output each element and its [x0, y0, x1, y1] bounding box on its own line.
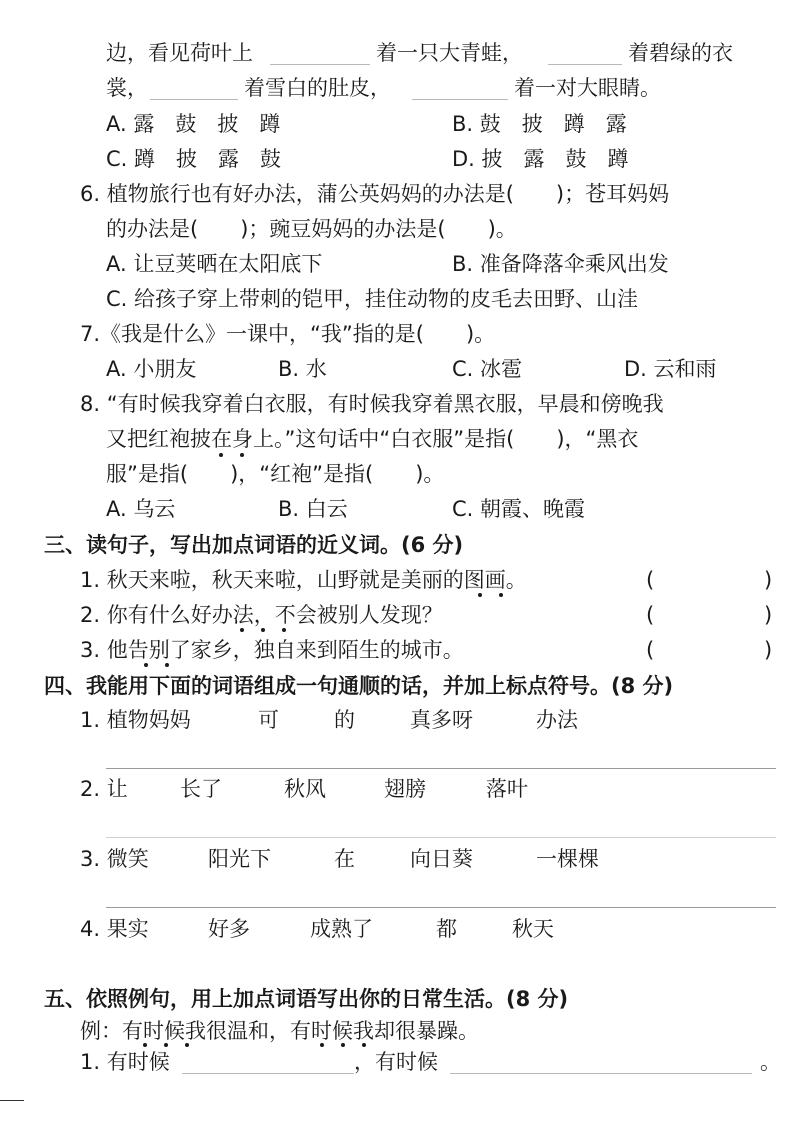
q5-line2-a: 裳，	[106, 76, 148, 100]
s5-item-1-b: ，有时候	[354, 1050, 438, 1074]
answer-line[interactable]	[106, 837, 776, 838]
q8-line3: 服”是指( )，“红袍”是指( )。	[106, 462, 445, 486]
answer-blank[interactable]	[182, 1073, 354, 1074]
s4-word: 向日葵	[410, 847, 473, 871]
s4-word: 长了	[180, 777, 222, 801]
paren-open: (	[646, 603, 655, 627]
q5-option-c: C. 蹲 披 露 鼓	[106, 147, 282, 171]
s4-word: 阳光下	[208, 847, 271, 871]
page-edge-mark	[0, 1100, 24, 1101]
q7-option-a: A. 小朋友	[106, 357, 197, 381]
q6-option-c: C. 给孩子穿上带刺的铠甲，挂住动物的皮毛去田野、山洼	[106, 287, 639, 311]
paren-close: )	[764, 638, 773, 662]
q8-option-b: B. 白云	[278, 497, 348, 521]
s4-word: 落叶	[486, 777, 528, 801]
q6-option-a: A. 让豆荚晒在太阳底下	[106, 252, 323, 276]
q5-line1-b: 着一只大青蛙，	[376, 41, 523, 65]
s4-word: 的	[334, 708, 355, 732]
s4-word: 办法	[536, 708, 578, 732]
answer-line[interactable]	[106, 907, 776, 908]
s3-item-3: 3. 他告别了家乡，独自来到陌生的城市。	[80, 638, 464, 662]
emphasis-dot	[165, 663, 169, 667]
s4-word: 一棵棵	[536, 847, 599, 871]
emphasis-dot	[144, 663, 148, 667]
emphasis-dot	[219, 453, 223, 457]
s4-word: 真多呀	[410, 708, 473, 732]
q6-line1: 6. 植物旅行也有好办法，蒲公英妈妈的办法是( )；苍耳妈妈	[80, 182, 670, 206]
s4-item-1-num: 1. 植物妈妈	[80, 708, 191, 732]
s5-example: 例：有时候我很温和，有时候我却很暴躁。	[80, 1019, 479, 1043]
q7-option-d: D. 云和雨	[624, 357, 717, 381]
emphasis-dot	[478, 593, 482, 597]
q5-line2-b: 着雪白的肚皮，	[244, 76, 391, 100]
s4-word: 翅膀	[384, 777, 426, 801]
q5-option-d: D. 披 露 鼓 蹲	[452, 147, 629, 171]
section3-title: 三、读句子，写出加点词语的近义词。(6 分)	[44, 533, 464, 557]
section5-title: 五、依照例句，用上加点词语写出你的日常生活。(8 分)	[44, 987, 569, 1011]
answer-blank[interactable]	[450, 1073, 752, 1074]
s4-item-3-num: 3. 微笑	[80, 847, 149, 871]
q5-option-a: A. 露 鼓 披 蹲	[106, 112, 281, 136]
q7-option-c: C. 冰雹	[452, 357, 523, 381]
emphasis-dot	[185, 1043, 189, 1047]
s3-item-2: 2. 你有什么好办法，不会被别人发现？	[80, 603, 443, 627]
s4-item-2-num: 2. 让	[80, 777, 128, 801]
paren-close: )	[764, 603, 773, 627]
emphasis-dot	[320, 1043, 324, 1047]
paren-open: (	[646, 568, 655, 592]
q5-line2-c: 着一对大眼睛。	[514, 76, 661, 100]
answer-line[interactable]	[106, 768, 776, 769]
s4-word: 在	[334, 847, 355, 871]
s4-word: 成熟了	[310, 917, 373, 941]
answer-blank[interactable]	[548, 64, 622, 65]
emphasis-dot	[341, 1043, 345, 1047]
s5-item-1-a: 1. 有时候	[80, 1050, 170, 1074]
paren-open: (	[646, 638, 655, 662]
s4-word: 可	[258, 708, 279, 732]
paren-close: )	[764, 568, 773, 592]
emphasis-dot	[240, 628, 244, 632]
s4-word: 秋天	[512, 917, 554, 941]
q8-option-a: A. 乌云	[106, 497, 176, 521]
section4-title: 四、我能用下面的词语组成一句通顺的话，并加上标点符号。(8 分)	[44, 674, 674, 698]
answer-blank[interactable]	[150, 99, 238, 100]
q5-line1-a: 边，看见荷叶上	[106, 41, 253, 65]
q8-line2: 又把红袍披在身上。”这句话中“白衣服”是指( )，“黑衣	[106, 427, 639, 451]
emphasis-dot	[282, 628, 286, 632]
emphasis-dot	[240, 453, 244, 457]
emphasis-dot	[143, 1043, 147, 1047]
q5-line1-c: 着碧绿的衣	[628, 41, 733, 65]
s4-item-4-num: 4. 果实	[80, 917, 149, 941]
s4-word: 都	[436, 917, 457, 941]
q8-line1: 8. “有时候我穿着白衣服，有时候我穿着黑衣服，早晨和傍晚我	[80, 392, 664, 416]
q6-line2: 的办法是( )；豌豆妈妈的办法是( )。	[106, 217, 517, 241]
answer-blank[interactable]	[270, 64, 370, 65]
s4-word: 好多	[208, 917, 250, 941]
q7-stem: 7.《我是什么》一课中，“我”指的是( )。	[80, 322, 496, 346]
emphasis-dot	[362, 1043, 366, 1047]
q5-option-b: B. 鼓 披 蹲 露	[452, 112, 627, 136]
q8-option-c: C. 朝霞、晚霞	[452, 497, 586, 521]
q7-option-b: B. 水	[278, 357, 327, 381]
emphasis-dot	[261, 628, 265, 632]
answer-blank[interactable]	[412, 99, 508, 100]
s4-word: 秋风	[284, 777, 326, 801]
emphasis-dot	[164, 1043, 168, 1047]
q6-option-b: B. 准备降落伞乘风出发	[452, 252, 669, 276]
s5-item-1-end: 。	[760, 1050, 781, 1074]
s3-item-1: 1. 秋天来啦，秋天来啦，山野就是美丽的图画。	[80, 568, 527, 592]
emphasis-dot	[499, 593, 503, 597]
